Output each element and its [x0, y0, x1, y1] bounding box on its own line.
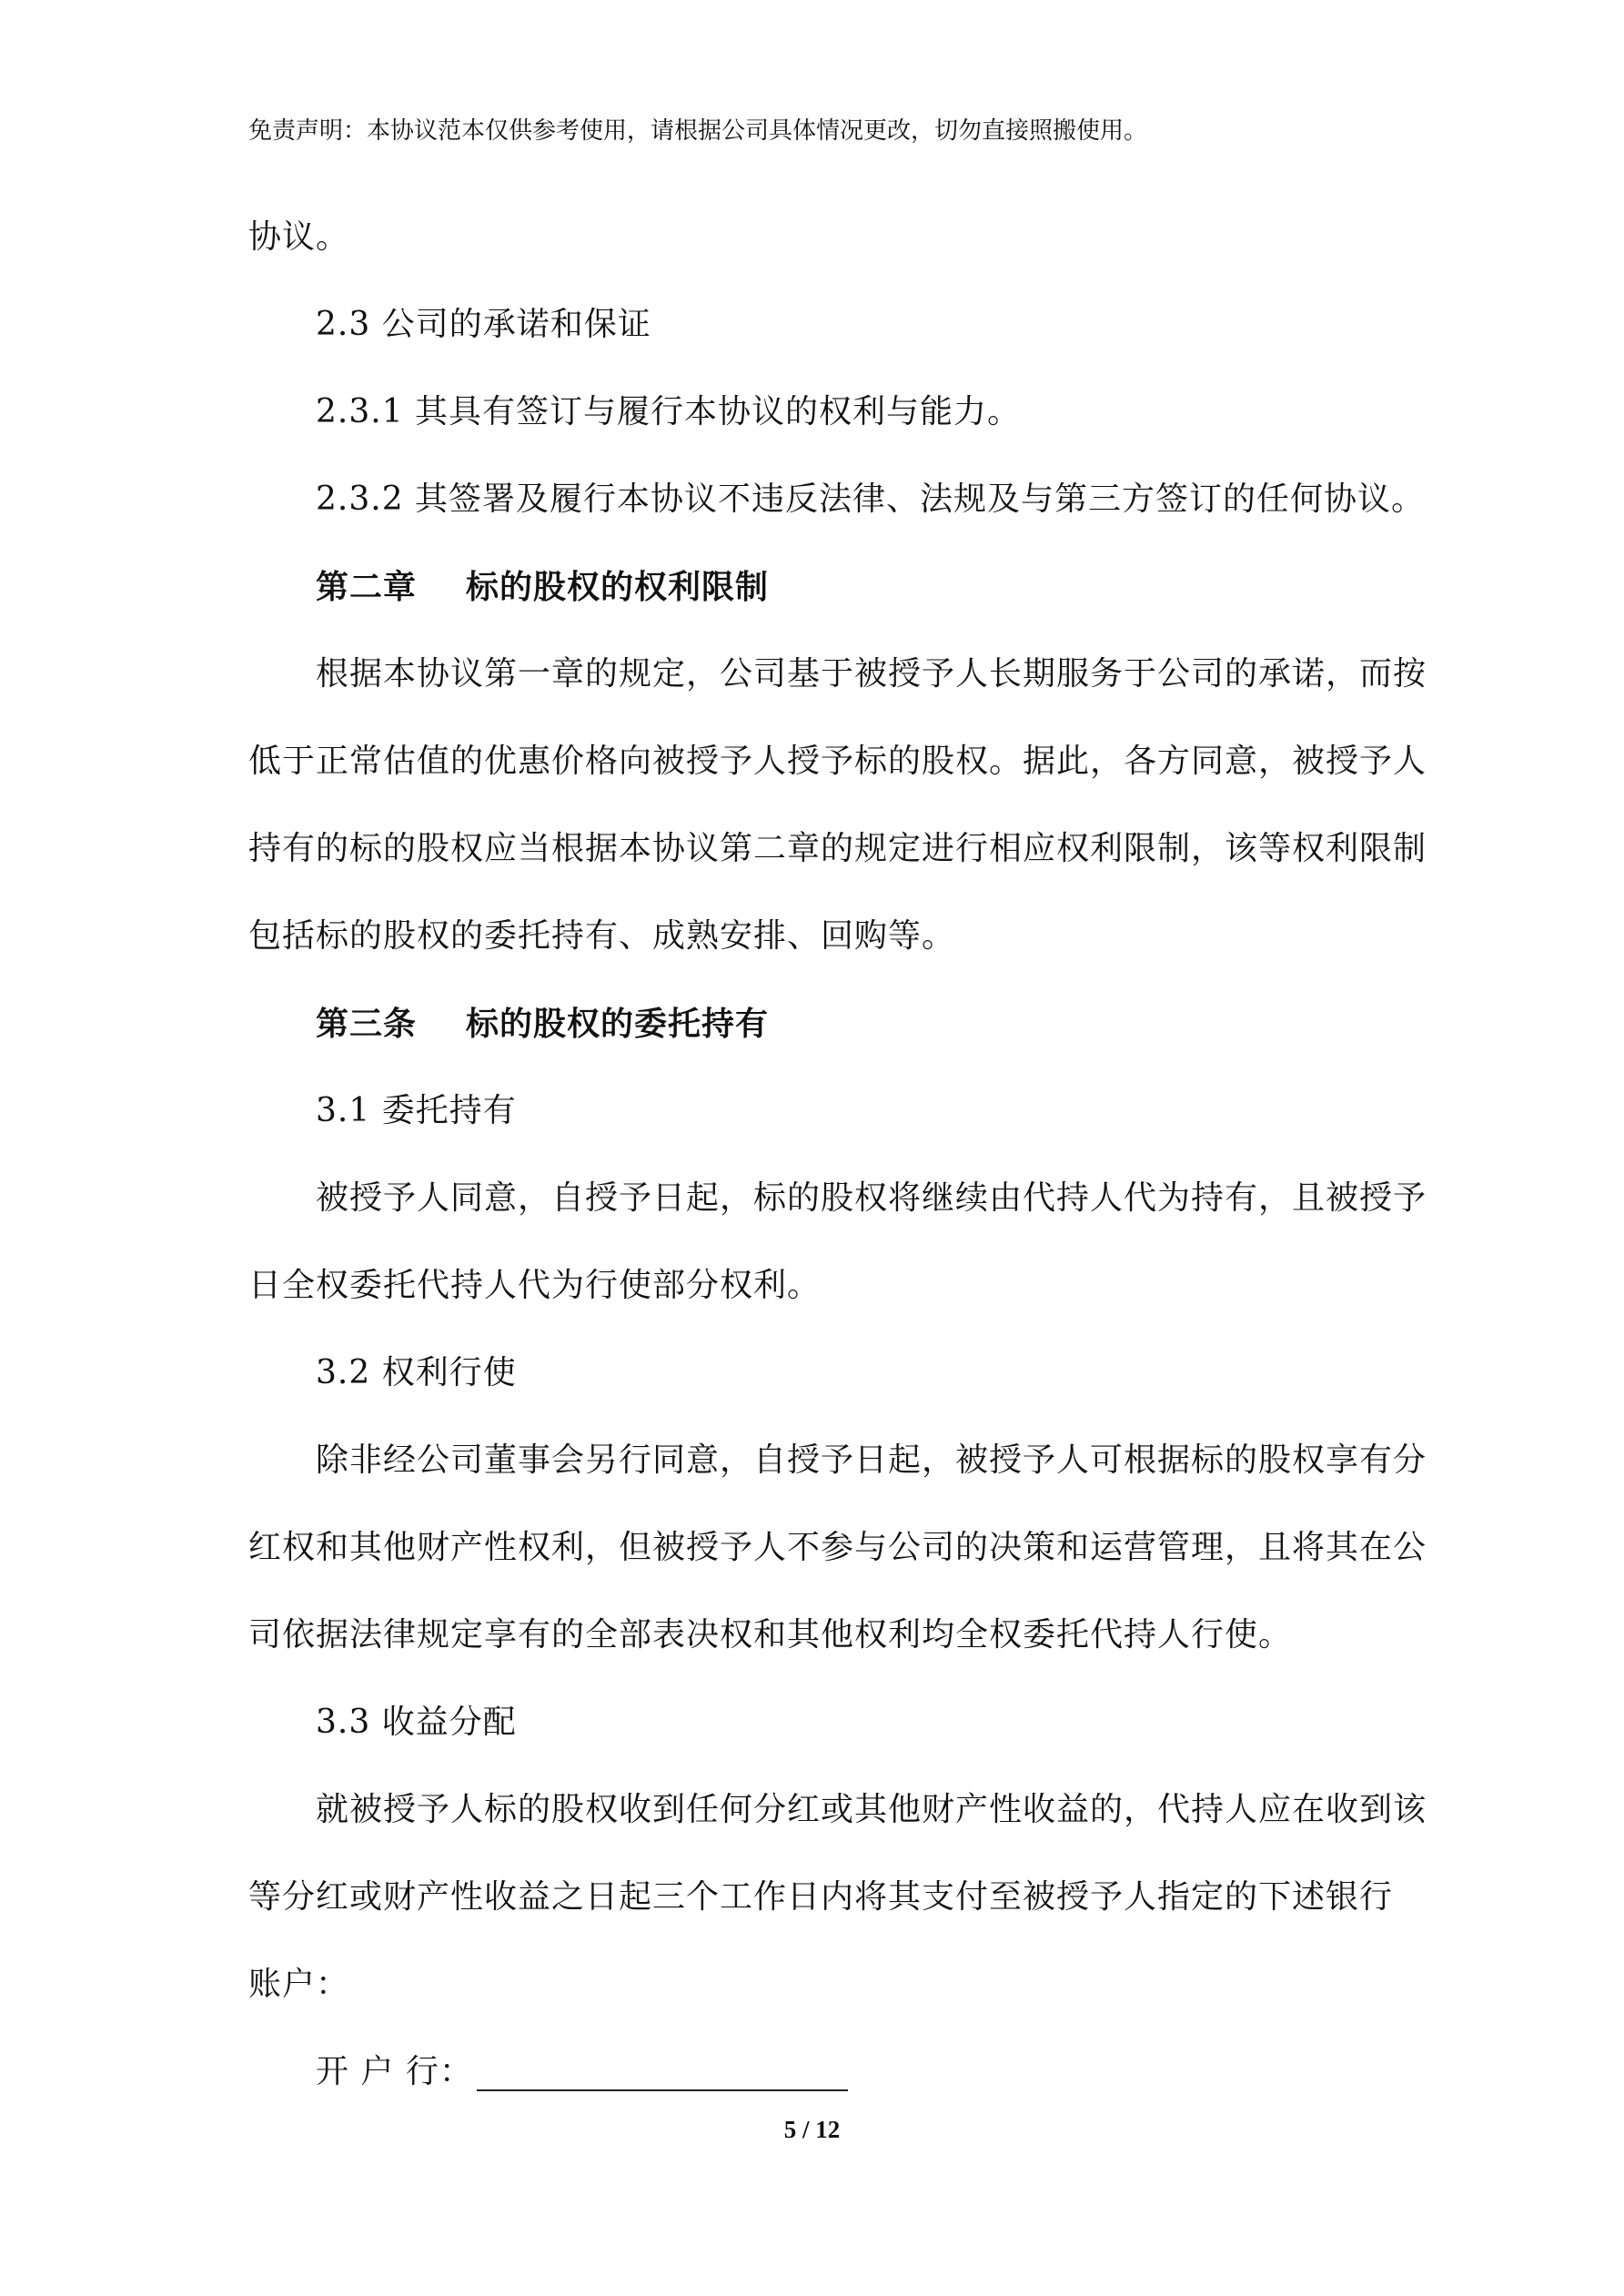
article-number: 第三条: [316, 1005, 418, 1043]
paragraph-line: 持有的标的股权应当根据本协议第二章的规定进行相应权利限制，该等权利限制: [248, 830, 1427, 867]
paragraph-line: 根据本协议第一章的规定，公司基于被授予人长期服务于公司的承诺，而按: [316, 655, 1427, 693]
page-number: 5 / 12: [783, 2116, 841, 2143]
paragraph-line: 就被授予人标的股权收到任何分红或其他财产性收益的，代持人应在收到该: [316, 1791, 1427, 1828]
document-body: [248, 212, 1427, 2134]
paragraph-line: 红权和其他财产性权利，但被授予人不参与公司的决策和运营管理，且将其在公: [248, 1529, 1427, 1566]
paragraph-line: 低于正常估值的优惠价格向被授予人授予标的股权。据此，各方同意，被授予人: [248, 743, 1427, 780]
bank-blank-line: [477, 2088, 848, 2091]
section-heading-3-2: 3.2 权利行使: [316, 1354, 517, 1391]
paragraph-line: 除非经公司董事会另行同意，自授予日起，被授予人可根据标的股权享有分: [316, 1441, 1427, 1479]
paragraph-line: 包括标的股权的委托持有、成熟安排、回购等。: [248, 917, 956, 955]
section-heading-3-3: 3.3 收益分配: [316, 1704, 517, 1741]
clause-2-3-1: 2.3.1 其具有签订与履行本协议的权利与能力。: [316, 393, 1022, 430]
paragraph-line: 日全权委托代持人代为行使部分权利。: [248, 1267, 822, 1304]
paragraph-line: 协议。: [248, 218, 350, 256]
disclaimer-header: 免责声明：本协议范本仅供参考使用，请根据公司具体情况更改，切勿直接照搬使用。: [248, 117, 1148, 145]
section-heading-3-1: 3.1 委托持有: [316, 1092, 517, 1129]
clause-2-3-2: 2.3.2 其签署及履行本协议不违反法律、法规及与第三方签订的任何协议。: [316, 480, 1426, 518]
chapter-title: 标的股权的权利限制: [466, 568, 770, 606]
article-title: 标的股权的委托持有: [466, 1005, 770, 1043]
section-heading-2-3: 2.3 公司的承诺和保证: [316, 306, 651, 343]
paragraph-line: 等分红或财产性收益之日起三个工作日内将其支付至被授予人指定的下述银行: [248, 1878, 1394, 1916]
article-heading-3: [248, 998, 1386, 1086]
paragraph-line: 司依据法律规定享有的全部表决权和其他权利均全权委托代持人行使。: [248, 1616, 1293, 1654]
bank-field-label: 开 户 行：: [316, 2053, 473, 2090]
chapter-number: 第二章: [316, 568, 418, 606]
paragraph-line: 账户：: [248, 1966, 350, 2003]
paragraph-line: 被授予人同意，自授予日起，标的股权将继续由代持人代为持有，且被授予: [316, 1179, 1427, 1217]
chapter-heading-2: [248, 561, 1386, 649]
